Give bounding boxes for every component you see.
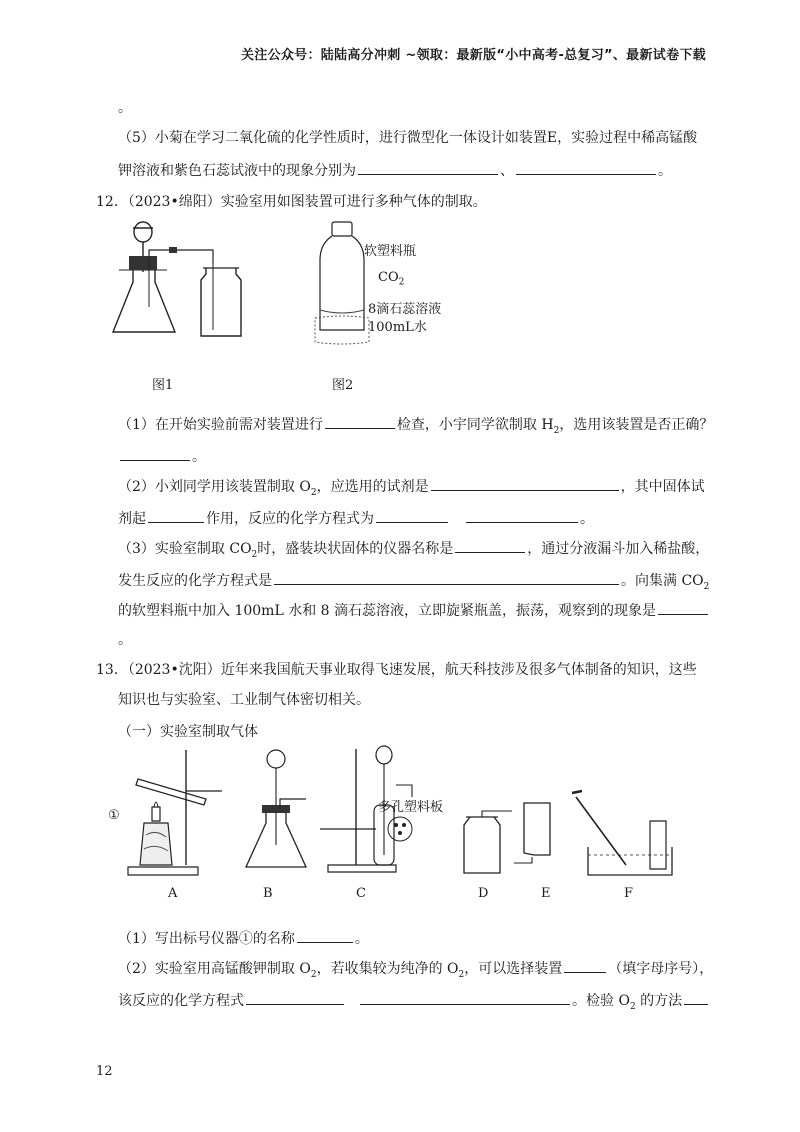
- q12-part3-line3: 的软塑料瓶中加入 100mL 水和 8 滴石蕊溶液，立即旋紧瓶盖，振荡，观察到的现象是: [118, 600, 710, 621]
- answer-blank[interactable]: [246, 990, 344, 1005]
- fig2-label-water: 100mL水: [368, 320, 427, 335]
- apparatus-label-c: C: [356, 886, 366, 901]
- q12-stem: 12．（2023•绵阳）实验室用如图装置可进行多种气体的制取。: [96, 194, 487, 210]
- answer-blank[interactable]: [658, 600, 708, 615]
- q13-stem-line2: 知识也与实验室、工业制气体密切相关。: [118, 692, 370, 708]
- page-number: 12: [96, 1064, 113, 1079]
- answer-blank[interactable]: [455, 538, 525, 553]
- q13-apparatus-figure: [120, 745, 700, 885]
- answer-blank[interactable]: [684, 990, 708, 1005]
- q13-part1: （1）写出标号仪器①的名称 。: [118, 928, 369, 949]
- answer-blank[interactable]: [516, 160, 656, 175]
- q11-part5-line1: （5）小菊在学习二氧化硫的化学性质时，进行微型化一体设计如装置E，实验过程中稀高锰酸: [118, 130, 698, 146]
- apparatus-label-f: F: [624, 886, 634, 901]
- fig1-caption: 图1: [152, 378, 174, 393]
- q12-part3-line1: （3）实验室制取 $CO_2$时，盛装块状固体的仪器名称是 ，通过分液漏斗加入稀盐酸，: [118, 538, 709, 565]
- q13-stem-line1: 13．（2023•沈阳）近年来我国航天事业取得飞速发展，航天科技涉及很多气体制备的知识，这些: [96, 662, 697, 678]
- q12-part3-end: 。: [118, 632, 132, 648]
- q12-part1: （1）在开始实验前需对装置进行 检查，小宇同学欲制取 $H_2$，选用该装置是否正确？: [118, 414, 713, 441]
- q13-part2-line1: （2）实验室用高锰酸钾制取 $O_2$，若收集较为纯净的 $O_2$，可以选择装置 （填字母序号），: [118, 958, 713, 985]
- answer-blank[interactable]: [431, 476, 619, 491]
- answer-blank[interactable]: [274, 570, 619, 585]
- apparatus-label-d: D: [478, 886, 489, 901]
- apparatus-label-e: E: [541, 886, 551, 901]
- fig2-caption: 图2: [332, 378, 354, 393]
- answer-blank[interactable]: [148, 508, 204, 523]
- q12-part2-line2: 剂起 作用，反应的化学方程式为 。: [118, 508, 594, 529]
- prev-question-end: 。: [118, 100, 132, 116]
- q12-figure2-plastic-bottle: [312, 218, 372, 353]
- apparatus-label-a: A: [168, 886, 178, 901]
- answer-blank[interactable]: [466, 508, 578, 523]
- marker-1: ①: [108, 808, 120, 823]
- apparatus-label-b: B: [263, 886, 273, 901]
- page-header: 关注公众号：陆陆高分冲刺 ~领取：最新版“小中高考-总复习”、最新试卷下载: [240, 48, 706, 63]
- fig2-label-indicator: 8滴石蕊溶液: [368, 302, 442, 317]
- q12-part2-line1: （2）小刘同学用该装置制取 $O_2$，应选用的试剂是 ，其中固体试: [118, 476, 705, 503]
- answer-blank[interactable]: [564, 958, 606, 973]
- q11-part5-line2: 钾溶液和紫色石蕊试液中的现象分别为 、 。: [118, 160, 672, 181]
- q13-section-title: （一）实验室制取气体: [118, 724, 258, 740]
- answer-blank[interactable]: [120, 446, 190, 461]
- q13-part2-line2: 该反应的化学方程式 。检验 $O_2$ 的方法: [118, 990, 710, 1017]
- answer-blank[interactable]: [297, 928, 353, 943]
- q12-figure1-apparatus: [105, 212, 275, 352]
- fig2-label-gas: $CO_2$: [378, 270, 405, 288]
- answer-blank[interactable]: [358, 160, 498, 175]
- porous-plate-label: 多孔塑料板: [378, 800, 444, 815]
- answer-blank[interactable]: [325, 414, 395, 429]
- q12-part3-line2: 发生反应的化学方程式是 。向集满 $CO_2$: [118, 570, 709, 597]
- answer-blank[interactable]: [360, 990, 570, 1005]
- answer-blank[interactable]: [376, 508, 448, 523]
- q12-part1-answer: 。: [118, 446, 206, 467]
- fig2-label-bottle: 软塑料瓶: [364, 244, 417, 259]
